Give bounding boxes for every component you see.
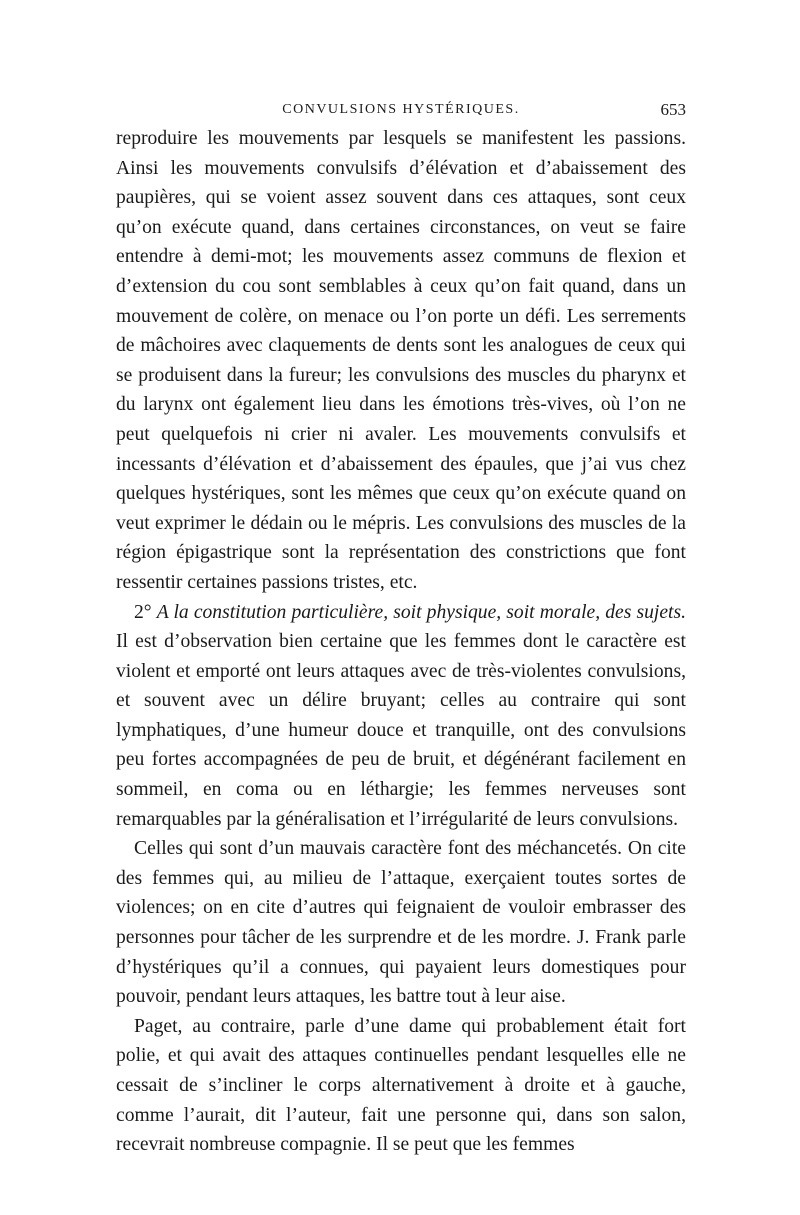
- page-number: 653: [660, 100, 686, 119]
- paragraph-3: Celles qui sont d’un mauvais caractère font des méchancetés. On cite des femmes qui, au milieu de l’attaque, exerçaient toutes sortes de violences; on en cite d’autres qui feignaient de vouloir embrasser des personnes pour tâcher de les surprendre et de les mordre. J. Frank parle d’hystériques qu’il a connues, qui payaient leurs domestiques pour pouvoir, pendant leurs attaques, les battre tout à leur aise.: [116, 838, 686, 1008]
- paragraph-2-number: 2°: [134, 601, 152, 623]
- paragraph-1: reproduire les mouvements par lesquels se manifestent les passions. Ainsi les mouvements convulsifs d’élévation et d’abaissement des paupières, qui se voient assez souvent dans ces attaques, sont ceux qu’on exécute quand, dans certaines circonstances, on veut se faire entendre à demi-mot; les mouvements assez communs de flexion et d’extension du cou sont semblables à ceux qu’on fait quand, dans un mouvement de colère, on menace ou l’on porte un défi. Les serrements de mâchoires avec claquements de dents sont les analogues de ceux qui se produisent dans la fureur; les convulsions des muscles du pharynx et du larynx ont également lieu dans les émotions très-vives, où l’on ne peut quelquefois ni crier ni avaler. Les mouvements convulsifs et incessants d’élévation et d’abaissement des épaules, que j’ai vus chez quelques hystériques, sont les mêmes que ceux qu’on exécute quand on veut exprimer le dédain ou le mépris. Les convulsions des muscles de la région épigastrique sont la représentation des constrictions que font ressentir certaines passions tristes, etc.: [116, 128, 686, 593]
- body-text: [116, 124, 686, 1160]
- paragraph-2-text: Il est d’observation bien certaine que les femmes dont le caractère est violent et emporté ont leurs attaques avec de très-violentes convulsions, et souvent avec un délire bruyant; celles au contraire qui sont lymphatiques, d’une humeur douce et tranquille, ont des convulsions peu fortes accompagnées de peu de bruit, et dégénérant facilement en sommeil, en coma ou en léthargie; les femmes nerveuses sont remarquables par la généralisation et l’irrégularité de leurs convulsions.: [116, 631, 686, 830]
- book-page: [116, 96, 686, 1160]
- paragraph-2-italic-heading: A la constitution particulière, soit physique, soit morale, des sujets.: [156, 601, 686, 623]
- page-header: [116, 96, 686, 124]
- running-head: CONVULSIONS HYSTÉRIQUES.: [282, 102, 520, 117]
- paragraph-4: Paget, au contraire, parle d’une dame qui probablement était fort polie, et qui avait des attaques continuelles pendant lesquelles elle ne cessait de s’incliner le corps alternativement à droite et à gauche, comme l’aurait, dit l’auteur, fait une personne qui, dans son salon, recevrait nombreuse compagnie. Il se peut que les femmes: [116, 1015, 686, 1156]
- paragraph-2: [116, 598, 686, 835]
